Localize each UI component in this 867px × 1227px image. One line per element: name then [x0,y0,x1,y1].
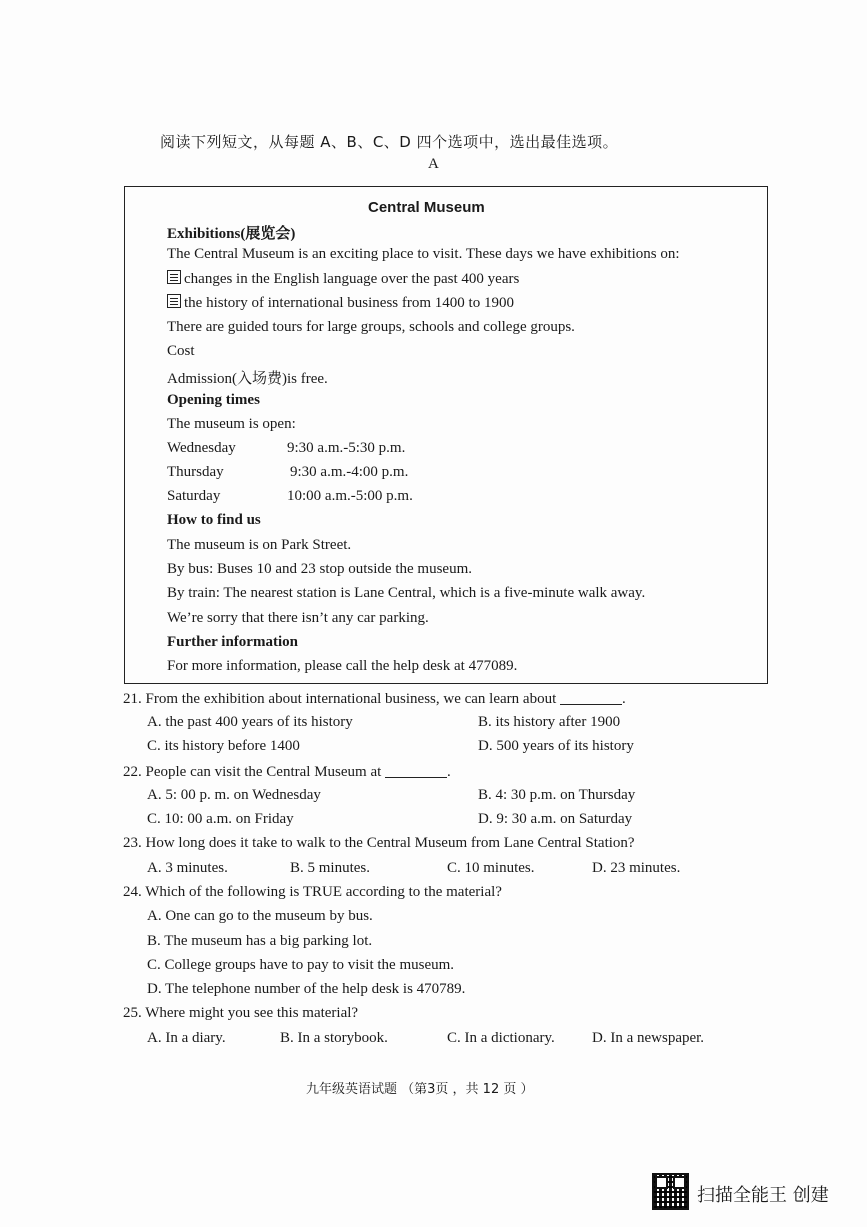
option-d: D. 23 minutes. [592,860,681,876]
section-letter: A [428,156,439,172]
option-c: C. its history before 1400 [147,738,300,754]
instructions: 阅读下列短文，从每题 A、B、C、D 四个选项中，选出最佳选项。 [160,133,619,151]
option-b: B. its history after 1900 [478,714,621,730]
exhibition-item-2 [167,294,514,312]
option-a: A. In a diary. [147,1030,226,1046]
question-23: 23. How long does it take to walk to the Central Museum from Lane Central Station? [123,835,635,851]
admission: Admission(入场费)is free. [167,371,328,387]
train-info: By train: The nearest station is Lane Central, which is a five-minute walk away. [167,585,646,601]
option-d: D. 500 years of its history [478,738,634,754]
cost-heading: Cost [167,343,195,359]
further-heading: Further information [167,634,298,650]
question-22 [123,763,451,781]
guided-tours: There are guided tours for large groups, schools and college groups. [167,319,575,335]
question-21 [123,690,626,708]
exhibitions-heading: Exhibitions(展览会) [167,226,296,242]
help-desk-info: For more information, please call the help desk at 477089. [167,658,518,674]
option-c: C. 10: 00 a.m. on Friday [147,811,294,827]
question-25: 25. Where might you see this material? [123,1005,359,1021]
question-stem: 22. People can visit the Central Museum at [123,764,382,780]
page-footer: 九年级英语试题 （第3页 ，共 12 页 ） [306,1082,534,1097]
option-b: B. The museum has a big parking lot. [147,933,373,949]
option-b: B. In a storybook. [280,1030,388,1046]
schedule-day: Saturday [167,488,221,504]
answer-blank [385,763,447,778]
schedule-time: 9:30 a.m.-4:00 p.m. [290,464,409,480]
exhibition-text-2: the history of international business from 1400 to 1900 [184,295,514,311]
exhibition-text-1: changes in the English language over the past 400 years [184,271,520,287]
question-end: . [622,691,626,707]
square-bullet-icon [167,294,181,308]
question-24: 24. Which of the following is TRUE according to the material? [123,884,502,900]
option-a: A. the past 400 years of its history [147,714,353,730]
find-heading: How to find us [167,512,261,528]
square-bullet-icon [167,270,181,284]
question-stem: 21. From the exhibition about international business, we can learn about [123,691,557,707]
bus-info: By bus: Buses 10 and 23 stop outside the museum. [167,561,472,577]
question-end: . [447,764,451,780]
option-d: D. In a newspaper. [592,1030,705,1046]
option-c: C. College groups have to pay to visit the museum. [147,957,455,973]
option-c: C. 10 minutes. [447,860,535,876]
option-d: D. The telephone number of the help desk is 470789. [147,981,466,997]
schedule-time: 10:00 a.m.-5:00 p.m. [287,488,413,504]
option-b: B. 5 minutes. [290,860,371,876]
option-a: A. 5: 00 p. m. on Wednesday [147,787,321,803]
option-d: D. 9: 30 a.m. on Saturday [478,811,633,827]
exhibition-item-1 [167,270,519,288]
option-b: B. 4: 30 p.m. on Thursday [478,787,636,803]
parking-info: We’re sorry that there isn’t any car parking. [167,610,429,626]
passage-title: Central Museum [368,199,485,216]
option-a: A. One can go to the museum by bus. [147,908,373,924]
option-c: C. In a dictionary. [447,1030,555,1046]
exhibitions-intro: The Central Museum is an exciting place to visit. These days we have exhibitions on: [167,246,680,262]
schedule-day: Wednesday [167,440,236,456]
opening-heading: Opening times [167,392,260,408]
qr-code-icon [652,1173,689,1210]
option-a: A. 3 minutes. [147,860,228,876]
scanner-watermark: 扫描全能王 创建 [697,1185,829,1206]
schedule-day: Thursday [167,464,224,480]
open-intro: The museum is open: [167,416,296,432]
schedule-time: 9:30 a.m.-5:30 p.m. [287,440,406,456]
location: The museum is on Park Street. [167,537,352,553]
answer-blank [560,690,622,705]
